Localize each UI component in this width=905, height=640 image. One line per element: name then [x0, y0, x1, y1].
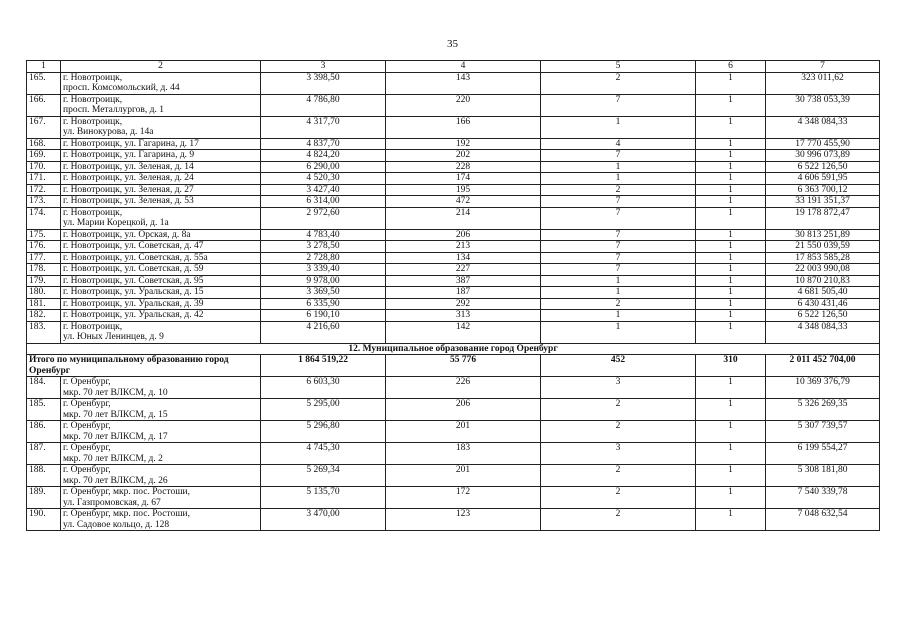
count-cell: 1	[696, 241, 766, 253]
area-cell: 3 339,40	[261, 264, 386, 276]
count-cell: 1	[696, 275, 766, 287]
area-cell: 4 837,70	[261, 138, 386, 150]
table-row	[27, 196, 880, 208]
work-type-cell: 1	[541, 173, 696, 185]
address-line: г. Оренбург,	[63, 421, 111, 431]
count-cell: 1	[696, 377, 766, 399]
residents-cell: 226	[386, 377, 541, 399]
area-cell: 5 135,70	[261, 487, 386, 509]
address-cell	[61, 310, 261, 322]
address-cell	[61, 298, 261, 310]
address-line: г. Оренбург,	[63, 465, 111, 475]
address-cell	[61, 161, 261, 173]
row-number: 175.	[27, 229, 61, 241]
table-row	[27, 321, 880, 343]
area-cell: 3 427,40	[261, 184, 386, 196]
table-row	[27, 241, 880, 253]
work-type-cell: 7	[541, 229, 696, 241]
count-cell: 1	[696, 229, 766, 241]
address-line: г. Новотроицк, ул. Гагарина, д. 17	[63, 138, 199, 149]
address-cell	[61, 252, 261, 264]
work-type-cell: 2	[541, 298, 696, 310]
address-cell	[61, 94, 261, 116]
residents-cell: 134	[386, 252, 541, 264]
row-number: 185.	[27, 399, 61, 421]
address-cell	[61, 487, 261, 509]
residents-cell: 187	[386, 287, 541, 299]
amount-cell: 4 348 084,33	[766, 321, 880, 343]
count-cell: 1	[696, 443, 766, 465]
address-line: г. Новотроицк, ул. Уральская, д. 39	[63, 298, 204, 309]
address-cell	[61, 229, 261, 241]
residents-cell: 206	[386, 229, 541, 241]
row-number: 183.	[27, 321, 61, 343]
row-number: 190.	[27, 509, 61, 531]
work-type-cell: 2	[541, 399, 696, 421]
address-line: просп. Металлургов, д. 1	[63, 105, 164, 115]
row-number: 177.	[27, 252, 61, 264]
row-number: 180.	[27, 287, 61, 299]
row-number: 168.	[27, 138, 61, 150]
work-type-cell: 2	[541, 509, 696, 531]
count-cell: 1	[696, 184, 766, 196]
area-cell: 6 335,90	[261, 298, 386, 310]
address-line: ул. Садовое кольцо, д. 128	[63, 519, 170, 530]
address-line: ул. Газпромовская, д. 67	[63, 497, 161, 508]
address-line: г. Новотроицк, ул. Зеленая, д. 14	[63, 161, 194, 172]
address-cell	[61, 173, 261, 185]
address-cell	[61, 275, 261, 287]
row-number: 181.	[27, 298, 61, 310]
row-number: 187.	[27, 443, 61, 465]
address-cell	[61, 138, 261, 150]
area-cell: 4 520,30	[261, 173, 386, 185]
table-row	[27, 252, 880, 264]
work-type-cell: 3	[541, 377, 696, 399]
work-type-cell: 2	[541, 72, 696, 94]
row-number: 182.	[27, 310, 61, 322]
amount-cell: 17 770 455,90	[766, 138, 880, 150]
residents-cell: 228	[386, 161, 541, 173]
work-type-cell: 7	[541, 94, 696, 116]
table-row	[27, 116, 880, 138]
work-type-cell: 7	[541, 196, 696, 208]
table-row	[27, 275, 880, 287]
area-cell: 9 978,00	[261, 275, 386, 287]
amount-cell: 21 550 039,59	[766, 241, 880, 253]
residents-cell: 183	[386, 443, 541, 465]
area-cell: 2 972,60	[261, 207, 386, 229]
amount-cell: 323 011,62	[766, 72, 880, 94]
count-cell: 1	[696, 321, 766, 343]
count-cell: 1	[696, 173, 766, 185]
header-cell: 5	[541, 61, 696, 73]
row-number: 169.	[27, 150, 61, 162]
area-cell: 6 190,10	[261, 310, 386, 322]
area-cell: 4 786,80	[261, 94, 386, 116]
amount-cell: 5 307 739,57	[766, 421, 880, 443]
count-cell: 1	[696, 252, 766, 264]
residents-cell: 192	[386, 138, 541, 150]
table-row	[27, 421, 880, 443]
table-row	[27, 298, 880, 310]
address-cell	[61, 465, 261, 487]
amount-cell: 30 738 053,39	[766, 94, 880, 116]
work-type-cell: 2	[541, 421, 696, 443]
table-row	[27, 465, 880, 487]
work-type-cell: 1	[541, 275, 696, 287]
header-cell: 3	[261, 61, 386, 73]
count-cell: 1	[696, 298, 766, 310]
amount-cell: 6 199 554,27	[766, 443, 880, 465]
row-number: 176.	[27, 241, 61, 253]
area-cell: 5 269,34	[261, 465, 386, 487]
amount-cell: 7 048 632,54	[766, 509, 880, 531]
count-cell: 1	[696, 161, 766, 173]
count-cell: 1	[696, 196, 766, 208]
header-cell: 7	[766, 61, 880, 73]
table-row	[27, 287, 880, 299]
address-line: г. Новотроицк, ул. Советская, д. 95	[63, 275, 204, 286]
area-cell: 6 290,00	[261, 161, 386, 173]
area-cell: 6 314,00	[261, 196, 386, 208]
count-cell: 1	[696, 310, 766, 322]
work-type-cell: 4	[541, 138, 696, 150]
amount-cell: 6 363 700,12	[766, 184, 880, 196]
work-type-cell: 1	[541, 310, 696, 322]
residents-cell: 174	[386, 173, 541, 185]
address-cell	[61, 150, 261, 162]
total-area: 1 864 519,22	[261, 355, 386, 377]
area-cell: 2 728,80	[261, 252, 386, 264]
header-cell: 4	[386, 61, 541, 73]
residents-cell: 172	[386, 487, 541, 509]
table-row	[27, 443, 880, 465]
address-cell	[61, 196, 261, 208]
total-amount: 2 011 452 704,00	[766, 355, 880, 377]
page-number: 35	[447, 38, 458, 50]
address-line: г. Оренбург, мкр. пос. Ростоши,	[63, 487, 190, 497]
area-cell: 3 398,50	[261, 72, 386, 94]
area-cell: 4 317,70	[261, 116, 386, 138]
count-cell: 1	[696, 207, 766, 229]
address-line: просп. Комсомольский, д. 44	[63, 83, 180, 93]
table-row	[27, 150, 880, 162]
work-type-cell: 7	[541, 264, 696, 276]
row-number: 167.	[27, 116, 61, 138]
amount-cell: 17 853 585,28	[766, 252, 880, 264]
residents-cell: 387	[386, 275, 541, 287]
count-cell: 1	[696, 150, 766, 162]
area-cell: 5 295,00	[261, 399, 386, 421]
row-number: 171.	[27, 173, 61, 185]
work-type-cell: 7	[541, 252, 696, 264]
address-line: г. Новотроицк, ул. Советская, д. 59	[63, 264, 204, 274]
address-line: г. Новотроицк,	[63, 207, 123, 218]
amount-cell: 6 430 431,46	[766, 298, 880, 310]
amount-cell: 10 369 376,79	[766, 377, 880, 399]
amount-cell: 22 003 990,08	[766, 264, 880, 276]
amount-cell: 10 870 210,83	[766, 275, 880, 287]
address-line: г. Новотроицк, ул. Зеленая, д. 53	[63, 196, 194, 206]
count-cell: 1	[696, 509, 766, 531]
table-row	[27, 487, 880, 509]
table-row	[27, 173, 880, 185]
residents-cell: 123	[386, 509, 541, 531]
address-line: г. Новотроицк,	[63, 116, 123, 127]
address-line: г. Новотроицк, ул. Орская, д. 8а	[63, 229, 191, 240]
residents-cell: 292	[386, 298, 541, 310]
residents-cell: 227	[386, 264, 541, 276]
column-number-header	[27, 61, 880, 73]
residents-cell: 213	[386, 241, 541, 253]
residents-cell: 313	[386, 310, 541, 322]
total-work-types: 452	[541, 355, 696, 377]
work-type-cell: 7	[541, 150, 696, 162]
address-cell	[61, 421, 261, 443]
row-number: 172.	[27, 184, 61, 196]
area-cell: 4 216,60	[261, 321, 386, 343]
table-row	[27, 184, 880, 196]
amount-cell: 5 326 269,35	[766, 399, 880, 421]
area-cell: 3 470,00	[261, 509, 386, 531]
table-row	[27, 509, 880, 531]
address-line: г. Новотроицк, ул. Зеленая, д. 27	[63, 184, 194, 195]
residents-cell: 166	[386, 116, 541, 138]
address-cell	[61, 207, 261, 229]
header-cell: 2	[61, 61, 261, 73]
work-type-cell: 7	[541, 241, 696, 253]
count-cell: 1	[696, 399, 766, 421]
address-line: г. Новотроицк,	[63, 72, 123, 83]
address-cell	[61, 241, 261, 253]
section-heading-row	[27, 343, 880, 355]
residents-cell: 202	[386, 150, 541, 162]
residents-cell: 206	[386, 399, 541, 421]
residents-cell: 214	[386, 207, 541, 229]
address-cell	[61, 377, 261, 399]
address-line: г. Оренбург,	[63, 399, 111, 409]
address-line: ул. Юных Ленинцев, д. 9	[63, 332, 164, 342]
row-number: 188.	[27, 465, 61, 487]
residents-cell: 472	[386, 196, 541, 208]
total-label: Итого по муниципальному образованию город Оренбург	[27, 355, 261, 377]
work-type-cell: 2	[541, 184, 696, 196]
address-cell	[61, 116, 261, 138]
work-type-cell: 1	[541, 116, 696, 138]
amount-cell: 7 540 339,78	[766, 487, 880, 509]
area-cell: 4 824,20	[261, 150, 386, 162]
address-line: г. Новотроицк, ул. Гагарина, д. 9	[63, 150, 195, 160]
table-row	[27, 229, 880, 241]
address-cell	[61, 72, 261, 94]
address-cell	[61, 184, 261, 196]
table-row	[27, 207, 880, 229]
address-line: г. Новотроицк,	[63, 321, 123, 332]
area-cell: 3 369,50	[261, 287, 386, 299]
residents-cell: 143	[386, 72, 541, 94]
row-number: 178.	[27, 264, 61, 276]
count-cell: 1	[696, 138, 766, 150]
residents-cell: 220	[386, 94, 541, 116]
address-line: мкр. 70 лет ВЛКСМ, д. 15	[63, 409, 168, 420]
address-line: г. Новотроицк, ул. Советская, д. 47	[63, 241, 204, 251]
work-type-cell: 2	[541, 487, 696, 509]
row-number: 173.	[27, 196, 61, 208]
count-cell: 1	[696, 287, 766, 299]
amount-cell: 4 681 505,40	[766, 287, 880, 299]
address-cell	[61, 287, 261, 299]
address-cell	[61, 399, 261, 421]
table-row	[27, 377, 880, 399]
address-line: г. Оренбург,	[63, 443, 111, 453]
address-line: ул. Марии Корецкой, д. 1а	[63, 218, 169, 228]
address-cell	[61, 321, 261, 343]
amount-cell: 4 606 591,95	[766, 173, 880, 185]
count-cell: 1	[696, 72, 766, 94]
area-cell: 3 278,50	[261, 241, 386, 253]
address-cell	[61, 443, 261, 465]
table-row	[27, 72, 880, 94]
amount-cell: 30 996 073,89	[766, 150, 880, 162]
row-number: 184.	[27, 377, 61, 399]
total-residents: 55 776	[386, 355, 541, 377]
count-cell: 1	[696, 465, 766, 487]
table-row	[27, 138, 880, 150]
amount-cell: 6 522 126,50	[766, 310, 880, 322]
work-type-cell: 1	[541, 161, 696, 173]
work-type-cell: 7	[541, 207, 696, 229]
residents-cell: 201	[386, 465, 541, 487]
address-line: ул. Винокурова, д. 14а	[63, 127, 154, 137]
row-number: 179.	[27, 275, 61, 287]
row-number: 166.	[27, 94, 61, 116]
amount-cell: 4 348 084,33	[766, 116, 880, 138]
count-cell: 1	[696, 264, 766, 276]
address-line: мкр. 70 лет ВЛКСМ, д. 2	[63, 453, 163, 464]
amount-cell: 5 308 181,80	[766, 465, 880, 487]
address-line: г. Новотроицк, ул. Советская, д. 55а	[63, 252, 208, 263]
area-cell: 5 296,80	[261, 421, 386, 443]
work-type-cell: 2	[541, 465, 696, 487]
header-cell: 6	[696, 61, 766, 73]
table-body	[27, 61, 880, 531]
table-row	[27, 399, 880, 421]
amount-cell: 33 191 351,37	[766, 196, 880, 208]
work-type-cell: 1	[541, 287, 696, 299]
total-row	[27, 355, 880, 377]
work-type-cell: 3	[541, 443, 696, 465]
area-cell: 4 783,40	[261, 229, 386, 241]
address-cell	[61, 509, 261, 531]
area-cell: 6 603,30	[261, 377, 386, 399]
row-number: 170.	[27, 161, 61, 173]
count-cell: 1	[696, 116, 766, 138]
section-title: 12. Муниципальное образование город Оренбург	[27, 343, 880, 355]
table-row	[27, 264, 880, 276]
table-row	[27, 94, 880, 116]
work-type-cell: 1	[541, 321, 696, 343]
total-count: 310	[696, 355, 766, 377]
housing-registry-table	[26, 60, 880, 531]
row-number: 189.	[27, 487, 61, 509]
table-row	[27, 161, 880, 173]
address-line: г. Оренбург,	[63, 377, 111, 387]
address-line: г. Новотроицк, ул. Уральская, д. 42	[63, 310, 204, 320]
row-number: 174.	[27, 207, 61, 229]
residents-cell: 201	[386, 421, 541, 443]
header-cell: 1	[27, 61, 61, 73]
address-line: мкр. 70 лет ВЛКСМ, д. 26	[63, 475, 168, 486]
area-cell: 4 745,30	[261, 443, 386, 465]
amount-cell: 6 522 126,50	[766, 161, 880, 173]
row-number: 165.	[27, 72, 61, 94]
count-cell: 1	[696, 94, 766, 116]
residents-cell: 195	[386, 184, 541, 196]
address-line: г. Новотроицк,	[63, 94, 123, 105]
address-line: г. Оренбург, мкр. пос. Ростоши,	[63, 509, 190, 519]
amount-cell: 19 178 872,47	[766, 207, 880, 229]
amount-cell: 30 813 251,89	[766, 229, 880, 241]
count-cell: 1	[696, 487, 766, 509]
address-line: мкр. 70 лет ВЛКСМ, д. 10	[63, 387, 168, 398]
address-line: г. Новотроицк, ул. Уральская, д. 15	[63, 287, 204, 297]
address-cell	[61, 264, 261, 276]
table-row	[27, 310, 880, 322]
address-line: мкр. 70 лет ВЛКСМ, д. 17	[63, 431, 168, 442]
count-cell: 1	[696, 421, 766, 443]
row-number: 186.	[27, 421, 61, 443]
residents-cell: 142	[386, 321, 541, 343]
address-line: г. Новотроицк, ул. Зеленая, д. 24	[63, 173, 194, 183]
